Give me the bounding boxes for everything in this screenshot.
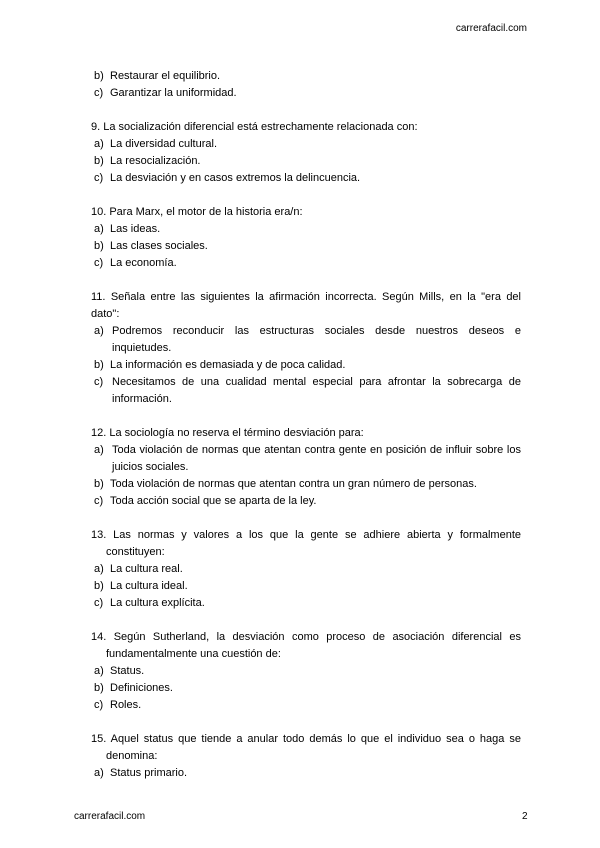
question-15 [91,731,521,782]
option-letter: a) [94,444,104,456]
option-letter: c) [94,495,104,507]
option-letter: a) [94,563,104,575]
option-text: Necesitamos de una cualidad mental especial para afrontar la sobrecarga de información. [112,376,521,405]
answer-option [91,255,521,272]
question-text: 11. Señala entre las siguientes la afirmación incorrecta. Según Mills, en la "era del dato": [91,291,521,320]
answer-option [91,238,521,255]
option-text: Toda violación de normas que atentan contra un gran número de personas. [110,478,477,490]
question-text: 15. Aquel status que tiende a anular todo demás lo que el individuo sea o haga se denomina: [91,733,521,762]
page-number: 2 [522,811,528,822]
answer-option [91,323,521,357]
question-text: 9. La socialización diferencial está estrechamente relacionada con: [91,121,418,133]
question-11 [91,289,521,408]
header-site-name: carrerafacil.com [455,23,527,34]
answer-option [91,476,521,493]
answer-option [91,170,521,187]
option-letter: a) [94,325,104,337]
option-letter: c) [94,699,104,711]
option-text: Toda acción social que se aparta de la ley. [110,495,317,507]
option-text: La cultura real. [110,563,183,575]
answer-option [91,136,521,153]
answer-option [91,697,521,714]
option-letter: c) [94,257,104,269]
option-text: La economía. [110,257,177,269]
option-text: Toda violación de normas que atentan contra gente en posición de influir sobre los juicios sociales. [112,444,521,473]
option-letter: b) [94,682,104,694]
answer-option [91,561,521,578]
question-14 [91,629,521,714]
answer-option [91,357,521,374]
option-letter: a) [94,138,104,150]
option-text: Garantizar la uniformidad. [110,87,237,99]
option-text: Definiciones. [110,682,173,694]
answer-option [91,153,521,170]
answer-option [91,765,521,782]
option-text: La diversidad cultural. [110,138,218,150]
question-text: 12. La sociología no reserva el término desviación para: [91,427,364,439]
option-text: Roles. [110,699,142,711]
question-text: 14. Según Sutherland, la desviación como proceso de asociación diferencial es fundamentalmente una cuestión de: [91,631,521,660]
option-letter: b) [94,580,104,592]
option-text: La resocialización. [110,155,201,167]
option-text: Las clases sociales. [110,240,208,252]
option-letter: b) [94,70,104,82]
answer-option [91,663,521,680]
question-continuation [91,68,521,102]
option-text: Status. [110,665,145,677]
option-letter: b) [94,359,104,371]
answer-option [91,374,521,408]
document-body [91,68,521,782]
answer-option [91,595,521,612]
option-text: Restaurar el equilibrio. [110,70,221,82]
question-12 [91,425,521,510]
option-text: Las ideas. [110,223,161,235]
question-13 [91,527,521,612]
option-letter: c) [94,87,104,99]
answer-option [91,493,521,510]
option-letter: b) [94,155,104,167]
question-text: 10. Para Marx, el motor de la historia era/n: [91,206,303,218]
answer-option [91,442,521,476]
answer-option [91,680,521,697]
option-text: La cultura explícita. [110,597,205,609]
option-letter: b) [94,478,104,490]
option-letter: a) [94,223,104,235]
option-text: La cultura ideal. [110,580,188,592]
option-text: La información es demasiada y de poca calidad. [110,359,346,371]
question-10 [91,204,521,272]
answer-option [91,221,521,238]
option-text: La desviación y en casos extremos la delincuencia. [110,172,361,184]
answer-option [91,68,521,85]
question-9 [91,119,521,187]
option-letter: a) [94,665,104,677]
footer-site-name: carrerafacil.com [74,811,146,822]
option-letter: a) [94,767,104,779]
answer-option [91,578,521,595]
option-text: Status primario. [110,767,188,779]
option-text: Podremos reconducir las estructuras sociales desde nuestros deseos e inquietudes. [112,325,521,354]
answer-option [91,85,521,102]
option-letter: b) [94,240,104,252]
option-letter: c) [94,376,104,388]
option-letter: c) [94,172,104,184]
question-text: 13. Las normas y valores a los que la gente se adhiere abierta y formalmente constituyen: [91,529,521,558]
option-letter: c) [94,597,104,609]
